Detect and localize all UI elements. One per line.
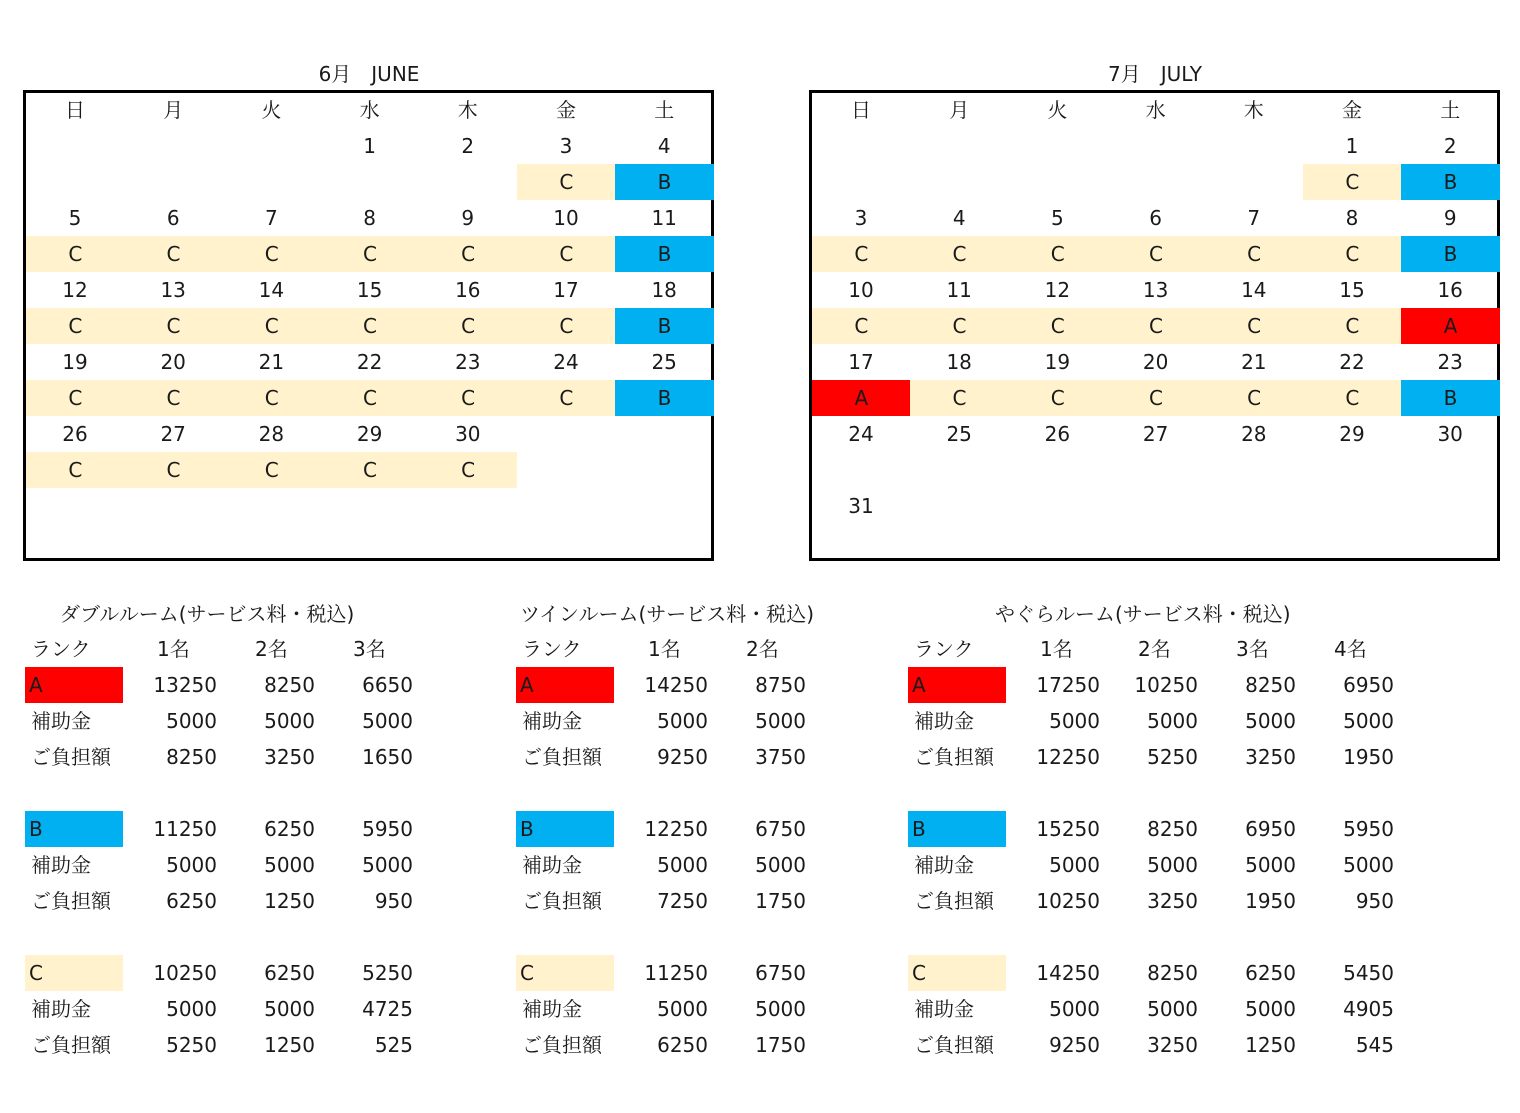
weekday-header: 月 [163,98,184,122]
rank-cell-c: C [222,236,321,272]
burden-label: ご負担額 [914,889,994,913]
burden-value: 3250 [1147,889,1198,913]
burden-value: 545 [1355,1033,1394,1057]
burden-value: 3250 [1245,745,1296,769]
subsidy-label: 補助金 [522,853,582,877]
rank-cell-c: C [26,380,125,416]
day-number: 19 [62,350,88,374]
day-number: 20 [1142,350,1169,374]
price-value: 6250 [1245,961,1296,985]
price-title-twin: ツインルーム(サービス料・税込) [520,602,815,626]
rank-cell-c: C [812,236,911,272]
rank-cell-c: C [1107,236,1206,272]
day-number: 4 [657,134,671,158]
burden-value: 10250 [1036,889,1100,913]
subsidy-label: 補助金 [914,997,974,1021]
weekday-header: 土 [654,98,675,122]
weekday-header: 金 [1342,98,1362,122]
day-number: 12 [1044,278,1071,302]
price-value: 14250 [1036,961,1100,985]
rank-cell-c: C [1303,164,1402,200]
persons-header: 3名 [1236,637,1269,661]
day-number: 18 [946,350,972,374]
rank-header: ランク [31,637,91,661]
weekday-header: 木 [1243,98,1264,122]
price-value: 14250 [644,673,708,697]
subsidy-value: 5000 [1245,997,1296,1021]
rank-cell-c: C [1303,236,1402,272]
rank-badge-b: B [516,811,614,847]
weekday-header: 水 [359,98,380,122]
burden-value: 525 [374,1033,413,1057]
day-number: 26 [1044,422,1071,446]
persons-header: 2名 [746,637,779,661]
subsidy-value: 5000 [1049,853,1100,877]
rank-cell-b: B [1401,236,1500,272]
price-value: 8750 [755,673,806,697]
subsidy-value: 5000 [264,709,315,733]
day-number: 15 [356,278,383,302]
rank-cell-c: C [517,308,616,344]
rank-cell-b: B [615,236,714,272]
price-value: 10250 [153,961,217,985]
persons-header: 2名 [1138,637,1171,661]
rank-cell-c: C [222,380,321,416]
subsidy-value: 5000 [1049,997,1100,1021]
day-number: 29 [356,422,383,446]
day-number: 22 [1339,350,1365,374]
rank-cell-c: C [124,236,223,272]
price-value: 13250 [153,673,217,697]
burden-label: ご負担額 [31,745,111,769]
day-number: 4 [952,206,966,230]
day-number: 24 [553,350,579,374]
burden-value: 1950 [1343,745,1394,769]
rank-cell-c: C [1107,308,1206,344]
day-number: 21 [1241,350,1267,374]
burden-value: 1950 [1245,889,1296,913]
day-number: 7 [1247,206,1261,230]
subsidy-value: 5000 [166,997,217,1021]
burden-label: ご負担額 [522,1033,602,1057]
subsidy-value: 5000 [1343,853,1394,877]
day-number: 3 [854,206,868,230]
burden-value: 5250 [166,1033,217,1057]
rank-header: ランク [914,637,974,661]
subsidy-value: 5000 [362,709,413,733]
weekday-header: 月 [949,98,970,122]
burden-value: 6250 [166,889,217,913]
rank-cell-b: B [1401,164,1500,200]
burden-value: 1250 [1245,1033,1296,1057]
price-title-yagura: やぐらルーム(サービス料・税込) [995,602,1291,626]
rank-badge-c: C [908,955,1006,991]
subsidy-label: 補助金 [31,709,91,733]
day-number: 14 [1241,278,1267,302]
price-value: 8250 [1245,673,1296,697]
day-number: 20 [160,350,186,374]
rank-cell-a: A [812,380,911,416]
day-number: 25 [946,422,972,446]
price-value: 6250 [264,961,315,985]
day-number: 5 [1051,206,1064,230]
rank-cell-c: C [910,236,1009,272]
calendar-title-july: 7月 JULY [1108,62,1202,86]
rank-cell-c: C [321,308,420,344]
burden-label: ご負担額 [31,1033,111,1057]
burden-value: 9250 [1049,1033,1100,1057]
rank-badge-a: A [25,667,123,703]
day-number: 13 [1142,278,1169,302]
subsidy-value: 5000 [362,853,413,877]
price-title-double: ダブルルーム(サービス料・税込) [60,602,355,626]
rank-cell-c: C [419,380,518,416]
subsidy-value: 5000 [1343,709,1394,733]
weekday-header: 日 [65,98,85,122]
rank-cell-b: B [1401,380,1500,416]
weekday-header: 土 [1440,98,1461,122]
burden-label: ご負担額 [914,745,994,769]
burden-value: 1750 [755,1033,806,1057]
burden-value: 1750 [755,889,806,913]
day-number: 24 [848,422,874,446]
rank-badge-a: A [516,667,614,703]
rank-cell-c: C [812,308,911,344]
calendar-title-june: 6月 JUNE [318,62,420,86]
price-value: 5450 [1343,961,1394,985]
price-value: 6950 [1343,673,1394,697]
day-number: 6 [166,206,180,230]
day-number: 26 [62,422,88,446]
day-number: 3 [559,134,573,158]
price-value: 17250 [1036,673,1100,697]
weekday-header: 金 [556,98,576,122]
subsidy-value: 5000 [1147,709,1198,733]
rank-cell-c: C [1008,380,1107,416]
subsidy-value: 5000 [1147,853,1198,877]
rank-cell-c: C [419,452,518,488]
day-number: 9 [461,206,475,230]
rank-cell-b: B [615,164,714,200]
price-value: 5250 [362,961,413,985]
burden-value: 3250 [264,745,315,769]
rank-cell-c: C [1107,380,1206,416]
subsidy-value: 5000 [264,853,315,877]
day-number: 8 [1345,206,1359,230]
weekday-header: 水 [1145,98,1166,122]
price-value: 8250 [264,673,315,697]
price-value: 6950 [1245,817,1296,841]
burden-value: 950 [374,889,413,913]
price-value: 11250 [153,817,217,841]
weekday-header: 火 [261,98,282,122]
rank-cell-c: C [419,236,518,272]
subsidy-value: 5000 [1245,709,1296,733]
subsidy-value: 5000 [166,709,217,733]
day-number: 16 [455,278,481,302]
rank-badge-b: B [908,811,1006,847]
subsidy-value: 5000 [657,709,708,733]
rank-cell-c: C [1008,308,1107,344]
price-value: 10250 [1134,673,1198,697]
burden-value: 1250 [264,889,315,913]
subsidy-value: 4725 [362,997,413,1021]
persons-header: 4名 [1334,637,1367,661]
price-value: 8250 [1147,961,1198,985]
day-number: 11 [651,206,677,230]
subsidy-value: 5000 [755,709,806,733]
burden-value: 7250 [657,889,708,913]
rank-cell-c: C [321,380,420,416]
burden-label: ご負担額 [522,889,602,913]
price-value: 8250 [1147,817,1198,841]
day-number: 28 [1241,422,1267,446]
rank-cell-c: C [222,308,321,344]
price-value: 15250 [1036,817,1100,841]
day-number: 1 [363,134,376,158]
rank-cell-c: C [124,380,223,416]
day-number: 22 [356,350,383,374]
price-value: 12250 [644,817,708,841]
rank-cell-c: C [1303,380,1402,416]
rank-cell-c: C [1008,236,1107,272]
rank-badge-a: A [908,667,1006,703]
burden-value: 3750 [755,745,806,769]
persons-header: 1名 [157,637,190,661]
day-number: 8 [363,206,376,230]
day-number: 1 [1345,134,1359,158]
subsidy-value: 5000 [657,853,708,877]
subsidy-value: 5000 [657,997,708,1021]
subsidy-value: 5000 [1245,853,1296,877]
rank-cell-c: C [124,308,223,344]
subsidy-label: 補助金 [31,997,91,1021]
burden-value: 9250 [657,745,708,769]
day-number: 28 [258,422,285,446]
rank-badge-b: B [25,811,123,847]
day-number: 15 [1339,278,1365,302]
subsidy-label: 補助金 [914,709,974,733]
rank-cell-a: A [1401,308,1500,344]
burden-label: ご負担額 [31,889,111,913]
day-number: 29 [1339,422,1365,446]
burden-label: ご負担額 [914,1033,994,1057]
rank-badge-c: C [516,955,614,991]
price-value: 6650 [362,673,413,697]
rank-cell-c: C [1303,308,1402,344]
rank-cell-c: C [517,380,616,416]
day-number: 17 [553,278,579,302]
rank-cell-b: B [615,380,714,416]
weekday-header: 火 [1047,98,1068,122]
price-value: 6250 [264,817,315,841]
day-number: 2 [461,134,475,158]
rank-header: ランク [522,637,582,661]
rank-cell-c: C [419,308,518,344]
day-number: 27 [1142,422,1169,446]
burden-value: 8250 [166,745,217,769]
price-value: 6750 [755,817,806,841]
rank-cell-c: C [910,308,1009,344]
day-number: 5 [68,206,82,230]
day-number: 11 [946,278,972,302]
rank-cell-c: C [1205,236,1304,272]
rank-cell-c: C [1205,308,1304,344]
burden-label: ご負担額 [522,745,602,769]
subsidy-value: 5000 [755,853,806,877]
weekday-header: 木 [457,98,478,122]
burden-value: 3250 [1147,1033,1198,1057]
day-number: 13 [160,278,186,302]
day-number: 16 [1437,278,1463,302]
rank-cell-c: C [26,308,125,344]
weekday-header: 日 [851,98,871,122]
subsidy-value: 5000 [1147,997,1198,1021]
day-number: 27 [160,422,186,446]
day-number: 23 [1437,350,1463,374]
day-number: 14 [258,278,285,302]
day-number: 6 [1149,206,1162,230]
subsidy-label: 補助金 [522,997,582,1021]
burden-value: 1650 [362,745,413,769]
subsidy-value: 5000 [264,997,315,1021]
day-number: 17 [848,350,874,374]
rank-cell-c: C [517,164,616,200]
burden-value: 6250 [657,1033,708,1057]
day-number: 10 [553,206,579,230]
rank-cell-c: C [1205,380,1304,416]
day-number: 12 [62,278,88,302]
burden-value: 12250 [1036,745,1100,769]
day-number: 23 [455,350,481,374]
rank-cell-c: C [321,452,420,488]
persons-header: 1名 [1040,637,1073,661]
rank-badge-c: C [25,955,123,991]
day-number: 31 [848,494,874,518]
subsidy-value: 5000 [166,853,217,877]
price-value: 6750 [755,961,806,985]
rank-cell-c: C [26,236,125,272]
burden-value: 1250 [264,1033,315,1057]
day-number: 10 [848,278,874,302]
rank-cell-c: C [517,236,616,272]
price-value: 11250 [644,961,708,985]
rank-cell-c: C [124,452,223,488]
day-number: 7 [265,206,278,230]
day-number: 19 [1044,350,1071,374]
persons-header: 2名 [255,637,288,661]
rank-cell-c: C [910,380,1009,416]
rank-cell-b: B [615,308,714,344]
burden-value: 950 [1355,889,1394,913]
day-number: 18 [651,278,677,302]
subsidy-label: 補助金 [31,853,91,877]
subsidy-value: 5000 [755,997,806,1021]
rank-cell-c: C [26,452,125,488]
subsidy-label: 補助金 [522,709,582,733]
day-number: 9 [1443,206,1457,230]
day-number: 30 [1437,422,1463,446]
day-number: 2 [1443,134,1457,158]
burden-value: 5250 [1147,745,1198,769]
day-number: 21 [258,350,285,374]
subsidy-value: 5000 [1049,709,1100,733]
subsidy-value: 4905 [1343,997,1394,1021]
day-number: 25 [651,350,677,374]
day-number: 30 [455,422,481,446]
rank-cell-c: C [222,452,321,488]
price-value: 5950 [1343,817,1394,841]
rank-cell-c: C [321,236,420,272]
subsidy-label: 補助金 [914,853,974,877]
persons-header: 1名 [648,637,681,661]
price-value: 5950 [362,817,413,841]
persons-header: 3名 [353,637,386,661]
